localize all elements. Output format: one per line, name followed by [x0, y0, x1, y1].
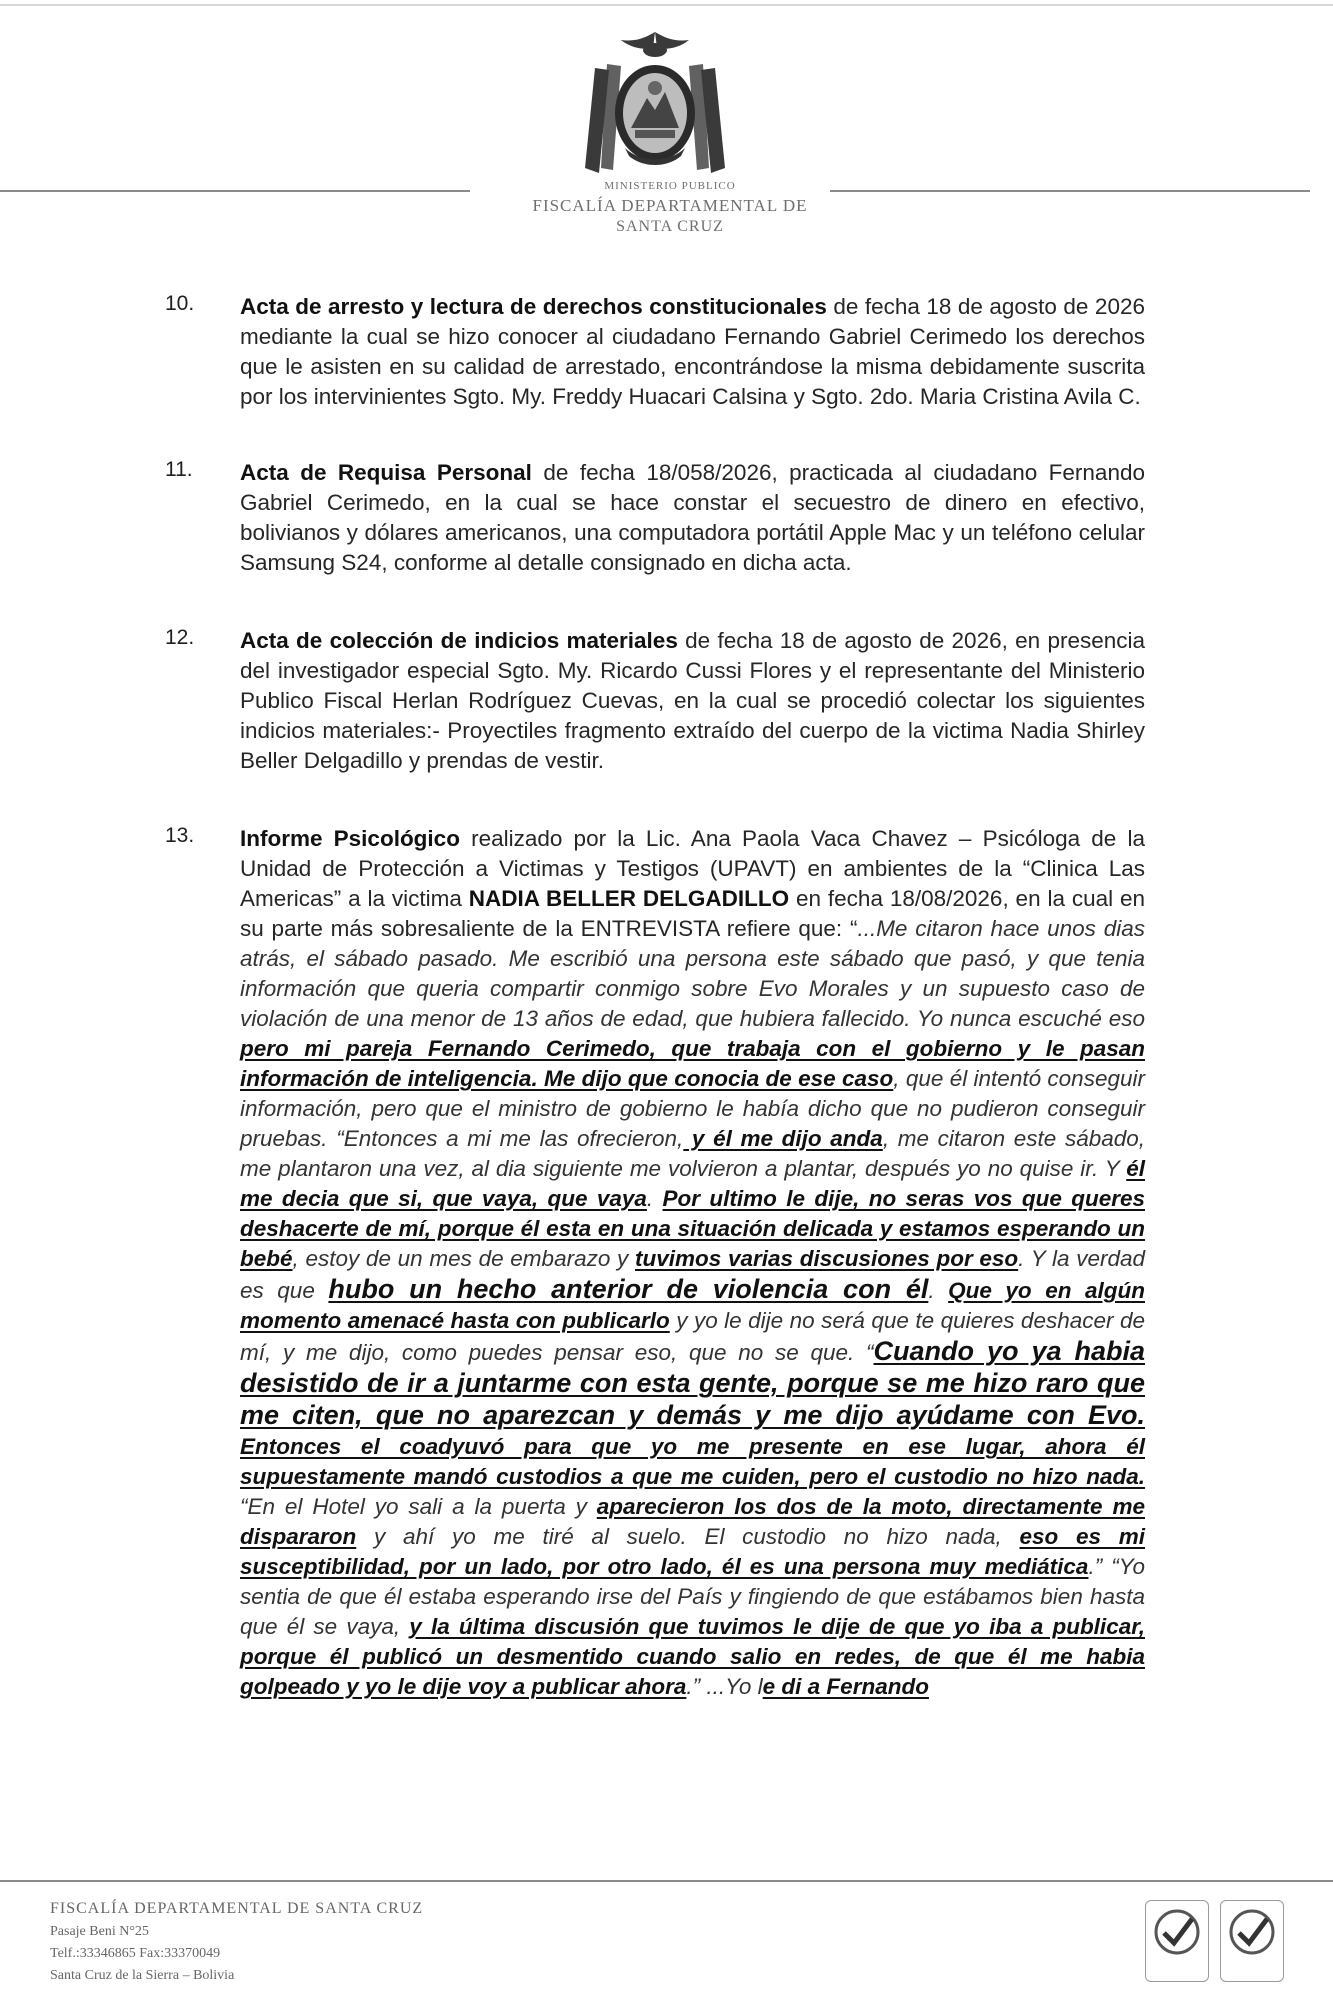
underlined-quote: Cuando yo ya habia desistido de ir a juntarme con esta gente, porque se me hizo raro que me citen, que no aparezcan y demás y me dijo ayúdame con Evo. [240, 1336, 1145, 1430]
underlined-quote: tuvimos varias discusiones por eso [635, 1246, 1019, 1271]
quoted-text: y ahí yo me tiré al suelo. El custodio no hizo nada, [356, 1524, 1020, 1549]
footer-city: Santa Cruz de la Sierra – Bolivia [50, 1968, 235, 1983]
quoted-text: y yo le dije no será que te quieres deshacer de mí, y me dijo, como puedes pensar eso, que no se que. “ [240, 1308, 1145, 1365]
quoted-text: , que él intentó conseguir información, pero que el ministro de gobierno le había dicho que no pudieron conseguir pruebas. “Entonces a mi me las ofrecieron, [240, 1066, 1145, 1151]
institution-name-line1: FISCALÍA DEPARTAMENTAL DE [532, 196, 808, 215]
certification-seal-icon [1145, 1900, 1209, 1982]
institution-small-label: MINISTERIO PUBLICO [604, 180, 736, 192]
header-rule-right [830, 190, 1310, 192]
body-text: en fecha 18/08/2026, en la cual en su parte más sobresaliente de la ENTREVISTA refiere que: “ [240, 886, 1146, 941]
item-text [240, 292, 1145, 412]
quoted-text: . [646, 1186, 663, 1211]
footer-institution: FISCALÍA DEPARTAMENTAL DE SANTA CRUZ [50, 1900, 424, 1917]
underlined-quote: aparecieron los dos de la moto, directamente me dispararon [240, 1494, 1145, 1549]
quoted-text: .” “Yo sentia de que él estaba esperando irse del País y fingiendo de que estábamos bien hasta que él se vaya, [240, 1554, 1145, 1639]
item-text [240, 626, 1145, 776]
underlined-quote: Por ultimo le dije, no seras vos que queres deshacerte de mí, porque él esta en una situación delicada y estamos esperando un bebé [240, 1186, 1145, 1271]
quoted-text: . [928, 1278, 949, 1303]
footer-phone: Telf.:33346865 Fax:33370049 [50, 1946, 221, 1961]
bolivia-coat-of-arms-icon [565, 28, 745, 178]
bold-text: Informe Psicológico [240, 826, 460, 851]
quoted-text: , estoy de un mes de embarazo y [292, 1246, 635, 1271]
bold-text: NADIA BELLER DELGADILLO [468, 886, 790, 911]
bold-text: Acta de colección de indicios materiales [240, 628, 678, 653]
underlined-quote: hubo un hecho anterior de violencia con él [328, 1274, 929, 1304]
underlined-quote: y él me dijo anda [683, 1126, 883, 1151]
quoted-text: ...Me citaron hace unos dias atrás, el sábado pasado. Me escribió una persona este sábado que pasó, y que tenia información que queria compartir conmigo sobre Evo Morales y un supuesto caso de violación de una menor de 13 años de edad, que hubiera fallecido. Yo nunca escuché eso [240, 916, 1145, 1031]
institution-name-line2: SANTA CRUZ [616, 218, 724, 235]
body-text: de fecha 18 de agosto de 2026 mediante la cual se hizo conocer al ciudadano Fernando Gabriel Cerimedo los derechos que le asisten en su calidad de arrestado, encontrándose la misma debidamente suscrita por los intervinientes Sgto. My. Freddy Huacari Calsina y Sgto. 2do. Maria Cristina Avila C. [240, 294, 1145, 409]
bold-text: Acta de Requisa Personal [240, 460, 532, 485]
certification-seal-icon [1220, 1900, 1284, 1982]
item-text [240, 824, 1145, 1702]
quoted-text: “En el Hotel yo sali a la puerta y [240, 1494, 597, 1519]
quoted-text: , me citaron este sábado, me plantaron una vez, al dia siguiente me volvieron a plantar, después yo no quise ir. Y [240, 1126, 1146, 1181]
underlined-quote: e di a Fernando [762, 1674, 929, 1699]
underlined-quote: Entonces el coadyuvó para que yo me presente en ese lugar, ahora él supuestamente mandó custodios a que me cuiden, pero el custodio no hizo nada. [240, 1434, 1145, 1489]
body-text: de fecha 18 de agosto de 2026, en presencia del investigador especial Sgto. My. Ricardo Cussi Flores y el representante del Ministerio Publico Fiscal Herlan Rodríguez Cuevas, en la cual se procedió colectar los siguientes indicios materiales:- Proyectiles fragmento extraído del cuerpo de la victima Nadia Shirley Beller Delgadillo y prendas de vestir. [240, 628, 1146, 773]
item-number: 13. [165, 824, 195, 847]
underlined-quote: y la última discusión que tuvimos le dije de que yo iba a publicar, porque él publicó un desmentido cuando salio en redes, de que él me habia golpeado y yo le dije voy a publicar ahora [240, 1614, 1145, 1699]
bold-text: Acta de arresto y lectura de derechos constitucionales [240, 294, 827, 319]
item-text [240, 458, 1145, 578]
footer-rule [0, 1880, 1333, 1882]
item-number: 12. [165, 626, 195, 649]
quoted-text: . Y la verdad es que [240, 1246, 1146, 1303]
top-border [0, 4, 1333, 6]
body-text: de fecha 18/058/2026, practicada al ciudadano Fernando Gabriel Cerimedo, en la cual se hace constar el secuestro de dinero en efectivo, bolivianos y dólares americanos, una computadora portátil Apple Mac y un teléfono celular Samsung S24, conforme al detalle consignado en dicha acta. [240, 460, 1145, 575]
item-number: 10. [165, 292, 195, 315]
item-number: 11. [165, 458, 193, 481]
footer-address: Pasaje Beni N°25 [50, 1924, 149, 1939]
underlined-quote: eso es mi susceptibilidad, por un lado, por otro lado, él es una persona muy mediática [240, 1524, 1145, 1579]
underlined-quote: él me decia que si, que vaya, que vaya [240, 1156, 1145, 1211]
underlined-quote: Que yo en algún momento amenacé hasta con publicarlo [240, 1278, 1145, 1333]
header-rule-left [0, 190, 470, 192]
body-text: realizado por la Lic. Ana Paola Vaca Chavez – Psicóloga de la Unidad de Protección a Victimas y Testigos (UPAVT) en ambientes de la “Clinica Las Americas” a la victima [240, 826, 1145, 911]
underlined-quote: pero mi pareja Fernando Cerimedo, que trabaja con el gobierno y le pasan información de inteligencia. Me dijo que conocia de ese caso [240, 1036, 1145, 1091]
quoted-text: .” ...Yo l [686, 1674, 763, 1699]
